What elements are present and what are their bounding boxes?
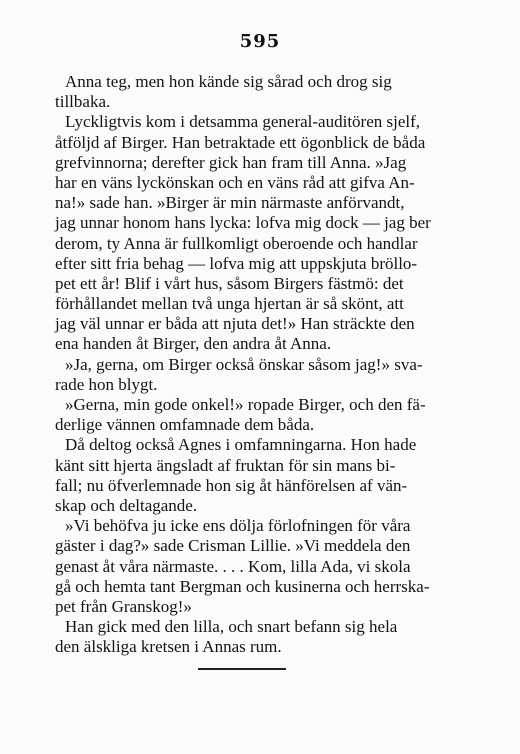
text-line: grefvinnorna; derefter gick han fram till Anna. »Jag (55, 152, 407, 172)
text-line: känt sitt hjerta ängsladt af fruktan för sin mans bi- (55, 455, 396, 475)
text-line: rade hon blygt. (55, 374, 158, 394)
text-line: fall; nu öfverlemnade hon sig åt hänförelsen af vän- (55, 475, 408, 495)
text-line: förhållandet mellan två unga hjertan är så skönt, att (55, 294, 404, 314)
text-line: gå och hemta tant Bergman och kusinerna och herrska- (55, 576, 430, 596)
text-line: Lyckligtvis kom i detsamma general-auditören sjelf, (65, 112, 421, 132)
text-line: jag väl unnar er båda att njuta det!» Han sträckte den (55, 314, 415, 334)
text-line: genast åt våra närmaste. . . . Kom, lilla Ada, vi skola (55, 556, 411, 576)
text-line: pet ett år! Blif i vårt hus, såsom Birgers fästmö: det (55, 273, 404, 293)
text-line: Han gick med den lilla, och snart befann sig hela (65, 617, 398, 637)
text-line: den älskliga kretsen i Annas rum. (55, 637, 282, 657)
end-rule (198, 668, 286, 670)
text-line: åtföljd af Birger. Han betraktade ett ögonblick de båda (55, 132, 426, 152)
body-text (55, 72, 470, 657)
text-line: Då deltog också Agnes i omfamningarna. Hon hade (65, 435, 417, 455)
text-line: skap och deltagande. (55, 495, 198, 515)
text-line: pet från Granskog!» (55, 596, 192, 616)
text-line: tillbaka. (55, 92, 111, 112)
page-number: 595 (239, 31, 281, 52)
text-line: »Gerna, min gode onkel!» ropade Birger, och den fä- (65, 395, 426, 414)
text-line: Anna teg, men hon kände sig sårad och drog sig (65, 72, 392, 91)
text-line: gäster i dag?» sade Crisman Lillie. »Vi meddela den (55, 536, 411, 556)
text-line: ena handen åt Birger, den andra åt Anna. (55, 334, 332, 354)
text-line: na!» sade han. »Birger är min närmaste anförvandt, (55, 193, 405, 213)
text-line: jag unnar honom hans lycka: lofva mig dock — jag ber (55, 213, 431, 233)
text-line: derom, ty Anna är fullkomligt oberoende och handlar (55, 233, 418, 253)
text-line: derlige vännen omfamnade dem båda. (55, 415, 315, 435)
text-line: efter sitt fria behag — lofva mig att uppskjuta bröllo- (55, 253, 418, 273)
text-line: har en väns lyckönskan och en väns råd att gifva An- (55, 172, 415, 192)
text-line: »Ja, gerna, om Birger också önskar såsom jag!» sva- (65, 354, 423, 374)
text-line: »Vi behöfva ju icke ens dölja förlofningen för våra (65, 516, 411, 536)
